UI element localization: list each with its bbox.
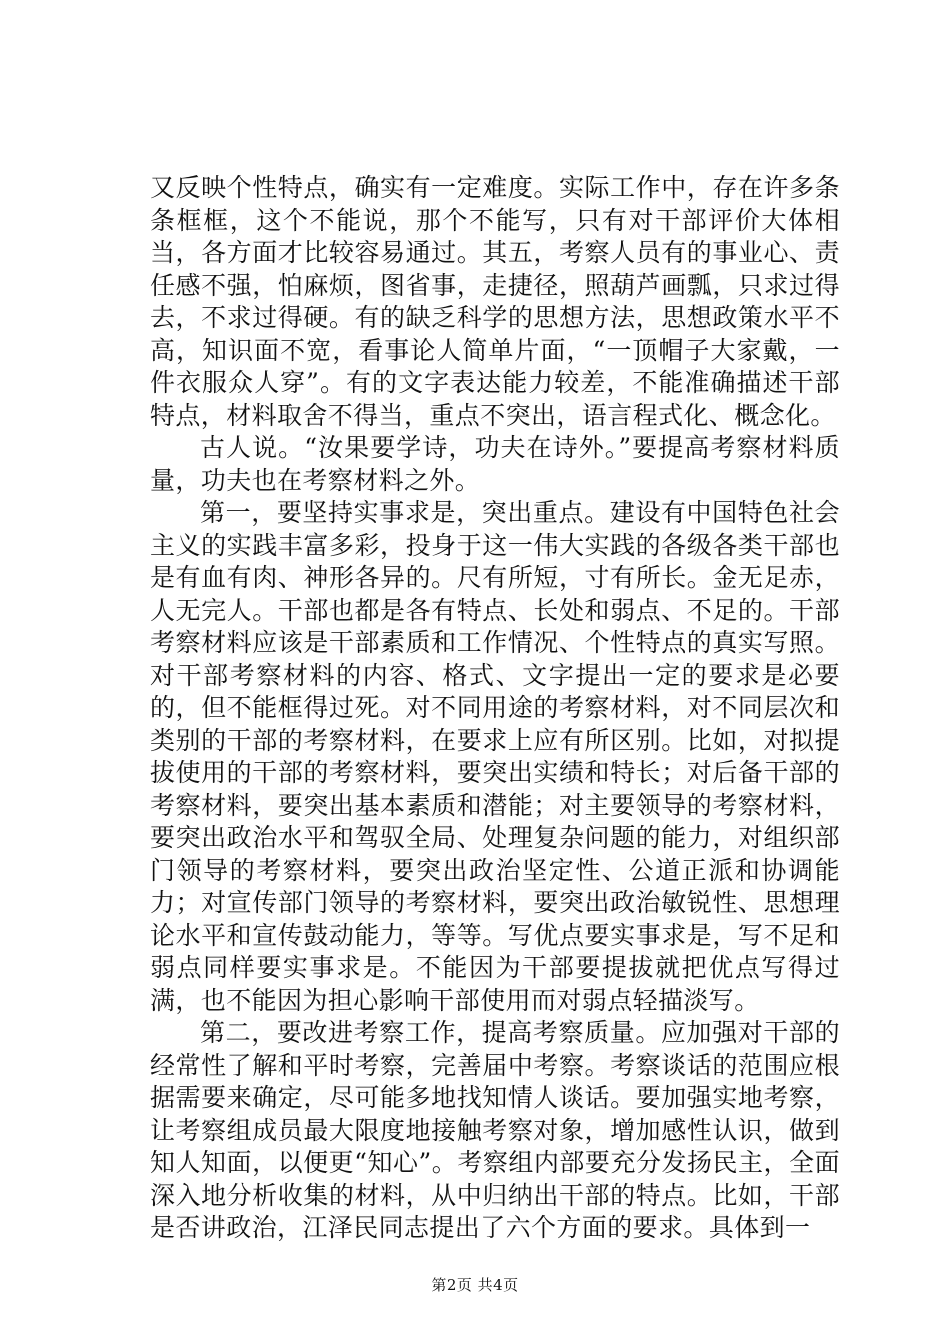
paragraph-continuation: 又反映个性特点，确实有一定难度。实际工作中，存在许多条条框框，这个不能说，那个不能写，只有对干部评价大体相当，各方面才比较容易通过。其五，考察人员有的事业心、责任感不强，怕麻烦，图省事，走捷径，照葫芦画瓢，只求过得去，不求过得硬。有的缺乏科学的思想方法，思想政策水平不高，知识面不宽，看事论人简单片面，“一顶帽子大家戴，一件衣服众人穿”。有的文字表达能力较差，不能准确描述干部特点，材料取舍不得当，重点不突出，语言程式化、概念化。	[150, 173, 840, 430]
paragraph-point-one: 第一，要坚持实事求是，突出重点。建设有中国特色社会主义的实践丰富多彩，投身于这一伟大实践的各级各类干部也是有血有肉、神形各异的。尺有所短，寸有所长。金无足赤，人无完人。干部也都是各有特点、长处和弱点、不足的。干部考察材料应该是干部素质和工作情况、个性特点的真实写照。对干部考察材料的内容、格式、文字提出一定的要求是必要的，但不能框得过死。对不同用途的考察材料，对不同层次和类别的干部的考察材料，在要求上应有所区别。比如，对拟提拔使用的干部的考察材料，要突出实绩和特长；对后备干部的考察材料，要突出基本素质和潜能；对主要领导的考察材料，要突出政治水平和驾驭全局、处理复杂问题的能力，对组织部门领导的考察材料，要突出政治坚定性、公道正派和协调能力；对宣传部门领导的考察材料，要突出政治敏锐性、思想理论水平和宣传鼓动能力，等等。写优点要实事求是，写不足和弱点同样要实事求是。不能因为干部要提拔就把优点写得过满，也不能因为担心影响干部使用而对弱点轻描淡写。	[150, 498, 840, 1015]
document-body	[150, 172, 840, 1245]
paragraph-point-two: 第二，要改进考察工作，提高考察质量。应加强对干部的经常性了解和平时考察，完善届中考察。考察谈话的范围应根据需要来确定，尽可能多地找知情人谈话。要加强实地考察，让考察组成员最大限度地接触考察对象，增加感性认识，做到知人知面，以便更“知心”。考察组内部要充分发扬民主，全面深入地分析收集的材料，从中归纳出干部的特点。比如，干部是否讲政治，江泽民同志提出了六个方面的要求。具体到一	[150, 1018, 840, 1242]
page-number-footer: 第2页 共4页	[431, 1276, 519, 1294]
paragraph-quote: 古人说。“汝果要学诗，功夫在诗外。”要提高考察材料质量，功夫也在考察材料之外。	[150, 433, 840, 495]
